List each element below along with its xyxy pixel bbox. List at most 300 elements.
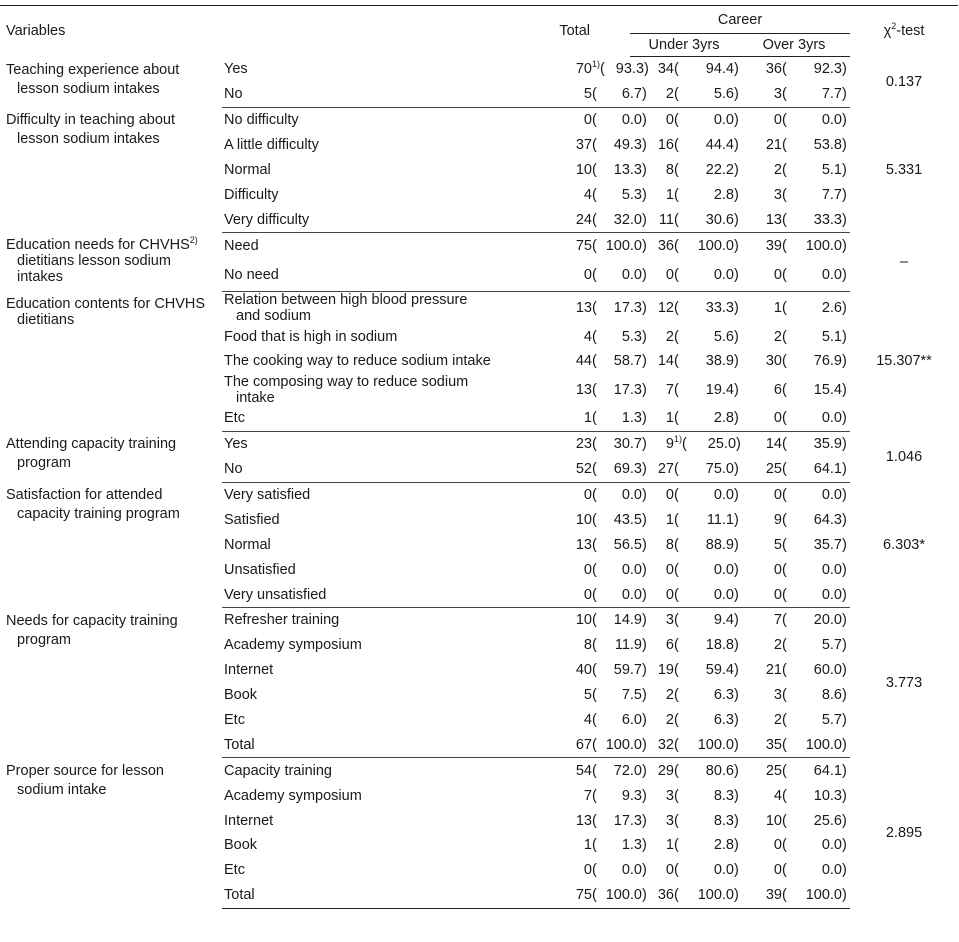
percent: 64.1 bbox=[813, 461, 842, 478]
open-paren: ( bbox=[782, 561, 787, 578]
count: 10 bbox=[765, 812, 782, 829]
open-paren: ( bbox=[592, 637, 597, 654]
open-paren: ( bbox=[782, 112, 787, 129]
over-3yrs-cell bbox=[738, 883, 850, 908]
over-3yrs-cell bbox=[738, 608, 850, 633]
count: 0 bbox=[665, 561, 674, 578]
close-paren: ) bbox=[734, 862, 739, 879]
count: 14 bbox=[765, 436, 782, 453]
open-paren: ( bbox=[592, 381, 597, 398]
over-3yrs-cell bbox=[738, 833, 850, 858]
count: 5 bbox=[583, 86, 592, 103]
percent: 7.5 bbox=[621, 687, 642, 704]
close-paren: ) bbox=[642, 511, 647, 528]
under-3yrs-cell bbox=[630, 758, 738, 783]
category-line: Satisfied bbox=[224, 511, 280, 528]
percent: 0.0 bbox=[621, 112, 642, 129]
count: 9 bbox=[773, 511, 782, 528]
close-paren: ) bbox=[734, 536, 739, 553]
percent: 33.3 bbox=[813, 211, 842, 228]
open-paren: ( bbox=[782, 461, 787, 478]
close-paren: ) bbox=[734, 837, 739, 854]
count: 0 bbox=[773, 837, 782, 854]
percent: 9.4 bbox=[713, 612, 734, 629]
category-label bbox=[222, 683, 528, 708]
count: 54 bbox=[575, 762, 592, 779]
close-paren: ) bbox=[642, 328, 647, 345]
category-label bbox=[222, 532, 528, 557]
over-3yrs-cell bbox=[738, 633, 850, 658]
category-label bbox=[222, 182, 528, 207]
count: 1 bbox=[665, 837, 674, 854]
count: 16 bbox=[657, 137, 674, 154]
close-paren: ) bbox=[734, 612, 739, 629]
open-paren: ( bbox=[592, 186, 597, 203]
category-line: Unsatisfied bbox=[224, 561, 296, 578]
percent: 17.3 bbox=[613, 300, 642, 317]
category-label bbox=[222, 258, 528, 292]
close-paren: ) bbox=[734, 812, 739, 829]
percent: 18.8 bbox=[705, 637, 734, 654]
open-paren: ( bbox=[674, 266, 679, 283]
open-paren: ( bbox=[782, 586, 787, 603]
percent: 100.0 bbox=[605, 237, 642, 254]
over-3yrs-cell bbox=[738, 557, 850, 582]
category-line: Very satisfied bbox=[224, 487, 311, 504]
chi-square-value: 1.046 bbox=[885, 448, 923, 465]
over-3yrs-cell bbox=[738, 182, 850, 207]
category-line: Academy symposium bbox=[224, 787, 362, 804]
open-paren: ( bbox=[674, 112, 679, 129]
category-line: Normal bbox=[224, 162, 271, 178]
count: 0 bbox=[583, 266, 592, 283]
chi-square-value: 15.307** bbox=[876, 353, 932, 370]
percent: 5.6 bbox=[713, 86, 734, 103]
percent: 10.3 bbox=[813, 787, 842, 804]
close-paren: ) bbox=[642, 736, 647, 753]
count: 21 bbox=[765, 137, 782, 154]
category-label bbox=[222, 858, 528, 883]
variable-label bbox=[0, 107, 222, 232]
open-paren: ( bbox=[592, 162, 597, 178]
close-paren: ) bbox=[842, 736, 847, 753]
variable-line: Attending capacity training bbox=[6, 436, 177, 453]
count: 0 bbox=[583, 561, 592, 578]
open-paren: ( bbox=[592, 612, 597, 629]
close-paren: ) bbox=[842, 637, 847, 654]
table-row bbox=[0, 292, 958, 325]
open-paren: ( bbox=[674, 300, 679, 317]
over-3yrs-cell bbox=[738, 107, 850, 132]
under-3yrs-cell bbox=[630, 658, 738, 683]
close-paren: ) bbox=[642, 887, 647, 904]
variable-line: program bbox=[17, 455, 71, 472]
percent: 0.0 bbox=[821, 586, 842, 603]
total-cell bbox=[528, 557, 647, 582]
under-3yrs-cell bbox=[630, 431, 741, 456]
category-line: Etc bbox=[224, 862, 245, 879]
header-chi-test bbox=[850, 6, 958, 57]
open-paren: ( bbox=[674, 762, 679, 779]
count: 0 bbox=[773, 586, 782, 603]
percent: 1.3 bbox=[621, 410, 642, 427]
percent: 59.7 bbox=[613, 662, 642, 679]
open-paren: ( bbox=[674, 736, 679, 753]
close-paren: ) bbox=[642, 237, 647, 254]
close-paren: ) bbox=[842, 300, 847, 317]
close-paren: ) bbox=[642, 381, 647, 398]
close-paren: ) bbox=[734, 381, 739, 398]
close-paren: ) bbox=[842, 112, 847, 129]
percent: 5.3 bbox=[621, 328, 642, 345]
open-paren: ( bbox=[782, 353, 787, 370]
percent: 72.0 bbox=[613, 762, 642, 779]
count: 6 bbox=[665, 637, 674, 654]
total-cell bbox=[528, 833, 647, 858]
percent: 100.0 bbox=[697, 736, 734, 753]
over-3yrs-cell bbox=[738, 758, 850, 783]
percent: 80.6 bbox=[705, 762, 734, 779]
total-cell bbox=[528, 808, 647, 833]
close-paren: ) bbox=[734, 712, 739, 729]
table-row bbox=[0, 431, 958, 456]
category-line: Book bbox=[224, 687, 258, 704]
count: 1 bbox=[583, 837, 592, 854]
open-paren: ( bbox=[782, 266, 787, 283]
count: 1 bbox=[773, 300, 782, 317]
open-paren: ( bbox=[592, 266, 597, 283]
total-cell bbox=[528, 207, 647, 232]
table-row bbox=[0, 233, 958, 258]
open-paren: ( bbox=[592, 86, 597, 103]
total-cell bbox=[528, 633, 647, 658]
open-paren: ( bbox=[592, 787, 597, 804]
percent: 75.0 bbox=[705, 461, 734, 478]
category-line: Yes bbox=[224, 61, 248, 78]
open-paren: ( bbox=[782, 162, 787, 178]
count: 36 bbox=[657, 237, 674, 254]
open-paren: ( bbox=[592, 687, 597, 704]
count: 8 bbox=[583, 637, 592, 654]
chi-square-value: 3.773 bbox=[885, 674, 923, 691]
open-paren: ( bbox=[782, 812, 787, 829]
under-3yrs-cell bbox=[630, 133, 738, 158]
over-3yrs-cell bbox=[738, 406, 850, 431]
close-paren: ) bbox=[642, 536, 647, 553]
percent: 0.0 bbox=[621, 487, 642, 504]
count: 25 bbox=[765, 762, 782, 779]
open-paren: ( bbox=[592, 586, 597, 603]
count: 0 bbox=[665, 862, 674, 879]
open-paren: ( bbox=[674, 862, 679, 879]
under-3yrs-cell bbox=[630, 633, 738, 658]
category-line: Food that is high in sodium bbox=[224, 328, 398, 345]
over-3yrs-cell bbox=[738, 732, 850, 757]
close-paren: ) bbox=[842, 662, 847, 679]
open-paren: ( bbox=[782, 186, 787, 203]
category-label bbox=[222, 349, 528, 374]
total-cell bbox=[528, 608, 647, 633]
close-paren: ) bbox=[642, 211, 647, 228]
percent: 59.4 bbox=[705, 662, 734, 679]
over-3yrs-cell bbox=[738, 783, 850, 808]
total-cell bbox=[528, 233, 647, 258]
under-3yrs-cell bbox=[630, 349, 738, 374]
under-3yrs-cell bbox=[630, 482, 738, 507]
chi-superscript: 2 bbox=[891, 21, 897, 32]
open-paren: ( bbox=[782, 410, 787, 427]
close-paren: ) bbox=[734, 586, 739, 603]
table-row bbox=[0, 608, 958, 633]
percent: 8.3 bbox=[713, 812, 734, 829]
footnote-marker: 1) bbox=[674, 434, 683, 445]
close-paren: ) bbox=[734, 328, 739, 345]
close-paren: ) bbox=[842, 561, 847, 578]
group-7 bbox=[0, 758, 958, 908]
close-paren: ) bbox=[642, 137, 647, 154]
category-label bbox=[222, 431, 528, 456]
percent: 5.1 bbox=[821, 328, 842, 345]
percent: 100.0 bbox=[805, 237, 842, 254]
category-line: Total bbox=[224, 887, 255, 904]
count: 19 bbox=[657, 662, 674, 679]
count: 13 bbox=[575, 536, 592, 553]
close-paren: ) bbox=[842, 687, 847, 704]
percent: 14.9 bbox=[613, 612, 642, 629]
category-line: No difficulty bbox=[224, 112, 299, 129]
count: 23 bbox=[575, 436, 592, 453]
close-paren: ) bbox=[642, 461, 647, 478]
percent: 5.7 bbox=[821, 637, 842, 654]
count: 29 bbox=[657, 762, 674, 779]
open-paren: ( bbox=[592, 887, 597, 904]
close-paren: ) bbox=[642, 762, 647, 779]
percent: 44.4 bbox=[705, 137, 734, 154]
open-paren: ( bbox=[782, 536, 787, 553]
open-paren: ( bbox=[782, 487, 787, 504]
category-line: Academy symposium bbox=[224, 637, 362, 654]
total-cell bbox=[528, 883, 647, 908]
open-paren: ( bbox=[782, 787, 787, 804]
total-cell bbox=[528, 783, 647, 808]
under-3yrs-cell bbox=[630, 708, 738, 733]
open-paren: ( bbox=[592, 112, 597, 129]
close-paren: ) bbox=[642, 787, 647, 804]
count: 2 bbox=[773, 328, 782, 345]
close-paren: ) bbox=[734, 461, 739, 478]
over-3yrs-cell bbox=[738, 708, 850, 733]
variable-line: capacity training program bbox=[17, 506, 180, 523]
percent: 6.3 bbox=[713, 712, 734, 729]
percent: 5.7 bbox=[821, 712, 842, 729]
count: 3 bbox=[665, 812, 674, 829]
open-paren: ( bbox=[782, 328, 787, 345]
count: 2 bbox=[773, 162, 782, 178]
count: 30 bbox=[765, 353, 782, 370]
chi-square-value: 2.895 bbox=[885, 825, 923, 842]
count: 0 bbox=[583, 586, 592, 603]
open-paren: ( bbox=[674, 487, 679, 504]
category-line: Etc bbox=[224, 712, 245, 729]
category-line: No bbox=[224, 86, 243, 103]
percent: 7.7 bbox=[821, 186, 842, 203]
close-paren: ) bbox=[842, 410, 847, 427]
close-paren: ) bbox=[842, 887, 847, 904]
percent: 6.7 bbox=[621, 86, 642, 103]
percent: 0.0 bbox=[713, 487, 734, 504]
percent: 0.0 bbox=[821, 266, 842, 283]
close-paren: ) bbox=[642, 266, 647, 283]
open-paren: ( bbox=[674, 328, 679, 345]
count: 8 bbox=[665, 536, 674, 553]
under-3yrs-cell bbox=[630, 683, 738, 708]
percent: 5.6 bbox=[713, 328, 734, 345]
percent: 11.1 bbox=[706, 511, 734, 528]
open-paren: ( bbox=[674, 887, 679, 904]
percent: 0.0 bbox=[821, 561, 842, 578]
variable-line: Satisfaction for attended bbox=[6, 487, 163, 504]
chi-suffix: -test bbox=[896, 23, 925, 40]
open-paren: ( bbox=[782, 712, 787, 729]
close-paren: ) bbox=[842, 487, 847, 504]
close-paren: ) bbox=[734, 736, 739, 753]
open-paren: ( bbox=[782, 736, 787, 753]
variable-line: Education needs for CHVHS bbox=[6, 236, 190, 253]
percent: 43.5 bbox=[613, 511, 642, 528]
over-3yrs-cell bbox=[738, 258, 850, 292]
under-3yrs-cell bbox=[630, 808, 738, 833]
table-header bbox=[0, 6, 958, 57]
close-paren: ) bbox=[842, 237, 847, 254]
close-paren: ) bbox=[842, 511, 847, 528]
group-6 bbox=[0, 608, 958, 758]
percent: 100.0 bbox=[697, 237, 734, 254]
open-paren: ( bbox=[674, 637, 679, 654]
variable-line: Needs for capacity training bbox=[6, 612, 178, 629]
category-label bbox=[222, 507, 528, 532]
chi-square-value: 5.331 bbox=[885, 162, 923, 178]
percent: 0.0 bbox=[821, 487, 842, 504]
count: 13 bbox=[575, 300, 592, 317]
category-line: No need bbox=[224, 266, 279, 283]
close-paren: ) bbox=[736, 436, 741, 453]
close-paren: ) bbox=[642, 862, 647, 879]
close-paren: ) bbox=[642, 487, 647, 504]
open-paren: ( bbox=[782, 687, 787, 704]
close-paren: ) bbox=[734, 887, 739, 904]
percent: 0.0 bbox=[713, 586, 734, 603]
close-paren: ) bbox=[734, 137, 739, 154]
open-paren: ( bbox=[782, 381, 787, 398]
under-3yrs-cell bbox=[630, 258, 738, 292]
open-paren: ( bbox=[782, 662, 787, 679]
under-3yrs-cell bbox=[630, 582, 738, 607]
variable-label bbox=[0, 608, 222, 758]
count: 7 bbox=[665, 381, 674, 398]
close-paren: ) bbox=[734, 787, 739, 804]
percent: 100.0 bbox=[805, 887, 842, 904]
percent: 6.0 bbox=[621, 712, 642, 729]
open-paren: ( bbox=[674, 837, 679, 854]
count: 7 bbox=[583, 787, 592, 804]
under-3yrs-cell bbox=[630, 107, 738, 132]
percent: 5.3 bbox=[621, 186, 642, 203]
open-paren: ( bbox=[592, 300, 597, 317]
under-3yrs-cell bbox=[630, 557, 738, 582]
percent: 8.6 bbox=[821, 687, 842, 704]
open-paren: ( bbox=[674, 687, 679, 704]
count: 21 bbox=[765, 662, 782, 679]
under-3yrs-cell bbox=[630, 883, 738, 908]
category-line: Internet bbox=[224, 812, 274, 829]
percent: 100.0 bbox=[605, 887, 642, 904]
open-paren: ( bbox=[592, 837, 597, 854]
group-1 bbox=[0, 107, 958, 232]
variable-line: intakes bbox=[17, 268, 63, 285]
open-paren: ( bbox=[674, 586, 679, 603]
close-paren: ) bbox=[642, 662, 647, 679]
percent: 88.9 bbox=[705, 536, 734, 553]
percent: 0.0 bbox=[713, 112, 734, 129]
category-label bbox=[222, 107, 528, 132]
category-label bbox=[222, 482, 528, 507]
percent: 8.3 bbox=[713, 787, 734, 804]
variable-label bbox=[0, 233, 222, 292]
close-paren: ) bbox=[642, 353, 647, 370]
count: 1 bbox=[665, 410, 674, 427]
count: 52 bbox=[575, 461, 592, 478]
over-3yrs-cell bbox=[738, 133, 850, 158]
variable-line: Proper source for lesson bbox=[6, 762, 164, 779]
open-paren: ( bbox=[592, 536, 597, 553]
category-line: Refresher training bbox=[224, 612, 340, 629]
close-paren: ) bbox=[734, 112, 739, 129]
under-3yrs-cell bbox=[630, 833, 738, 858]
category-label bbox=[222, 133, 528, 158]
open-paren: ( bbox=[782, 887, 787, 904]
category-line: Very unsatisfied bbox=[224, 586, 327, 603]
header-total: Total bbox=[528, 6, 630, 57]
total-cell bbox=[528, 482, 647, 507]
variable-line: sodium intake bbox=[17, 781, 107, 798]
close-paren: ) bbox=[734, 86, 739, 103]
close-paren: ) bbox=[842, 328, 847, 345]
count: 67 bbox=[575, 736, 592, 753]
open-paren: ( bbox=[674, 561, 679, 578]
total-cell bbox=[528, 107, 647, 132]
category-label bbox=[222, 808, 528, 833]
open-paren: ( bbox=[592, 662, 597, 679]
header-variables: Variables bbox=[0, 6, 222, 57]
chi-square-value: 0.137 bbox=[885, 73, 923, 90]
close-paren: ) bbox=[842, 61, 847, 78]
open-paren: ( bbox=[592, 410, 597, 427]
count: 25 bbox=[765, 461, 782, 478]
category-line: Yes bbox=[224, 436, 248, 453]
group-0 bbox=[0, 57, 958, 108]
count: 13 bbox=[575, 381, 592, 398]
category-line: Total bbox=[224, 736, 255, 753]
open-paren: ( bbox=[674, 61, 679, 78]
count: 5 bbox=[773, 536, 782, 553]
open-paren: ( bbox=[674, 536, 679, 553]
open-paren: ( bbox=[682, 436, 687, 453]
percent: 22.2 bbox=[705, 162, 734, 178]
percent: 100.0 bbox=[605, 736, 642, 753]
close-paren: ) bbox=[842, 381, 847, 398]
total-cell bbox=[528, 133, 647, 158]
over-3yrs-cell bbox=[738, 207, 850, 232]
